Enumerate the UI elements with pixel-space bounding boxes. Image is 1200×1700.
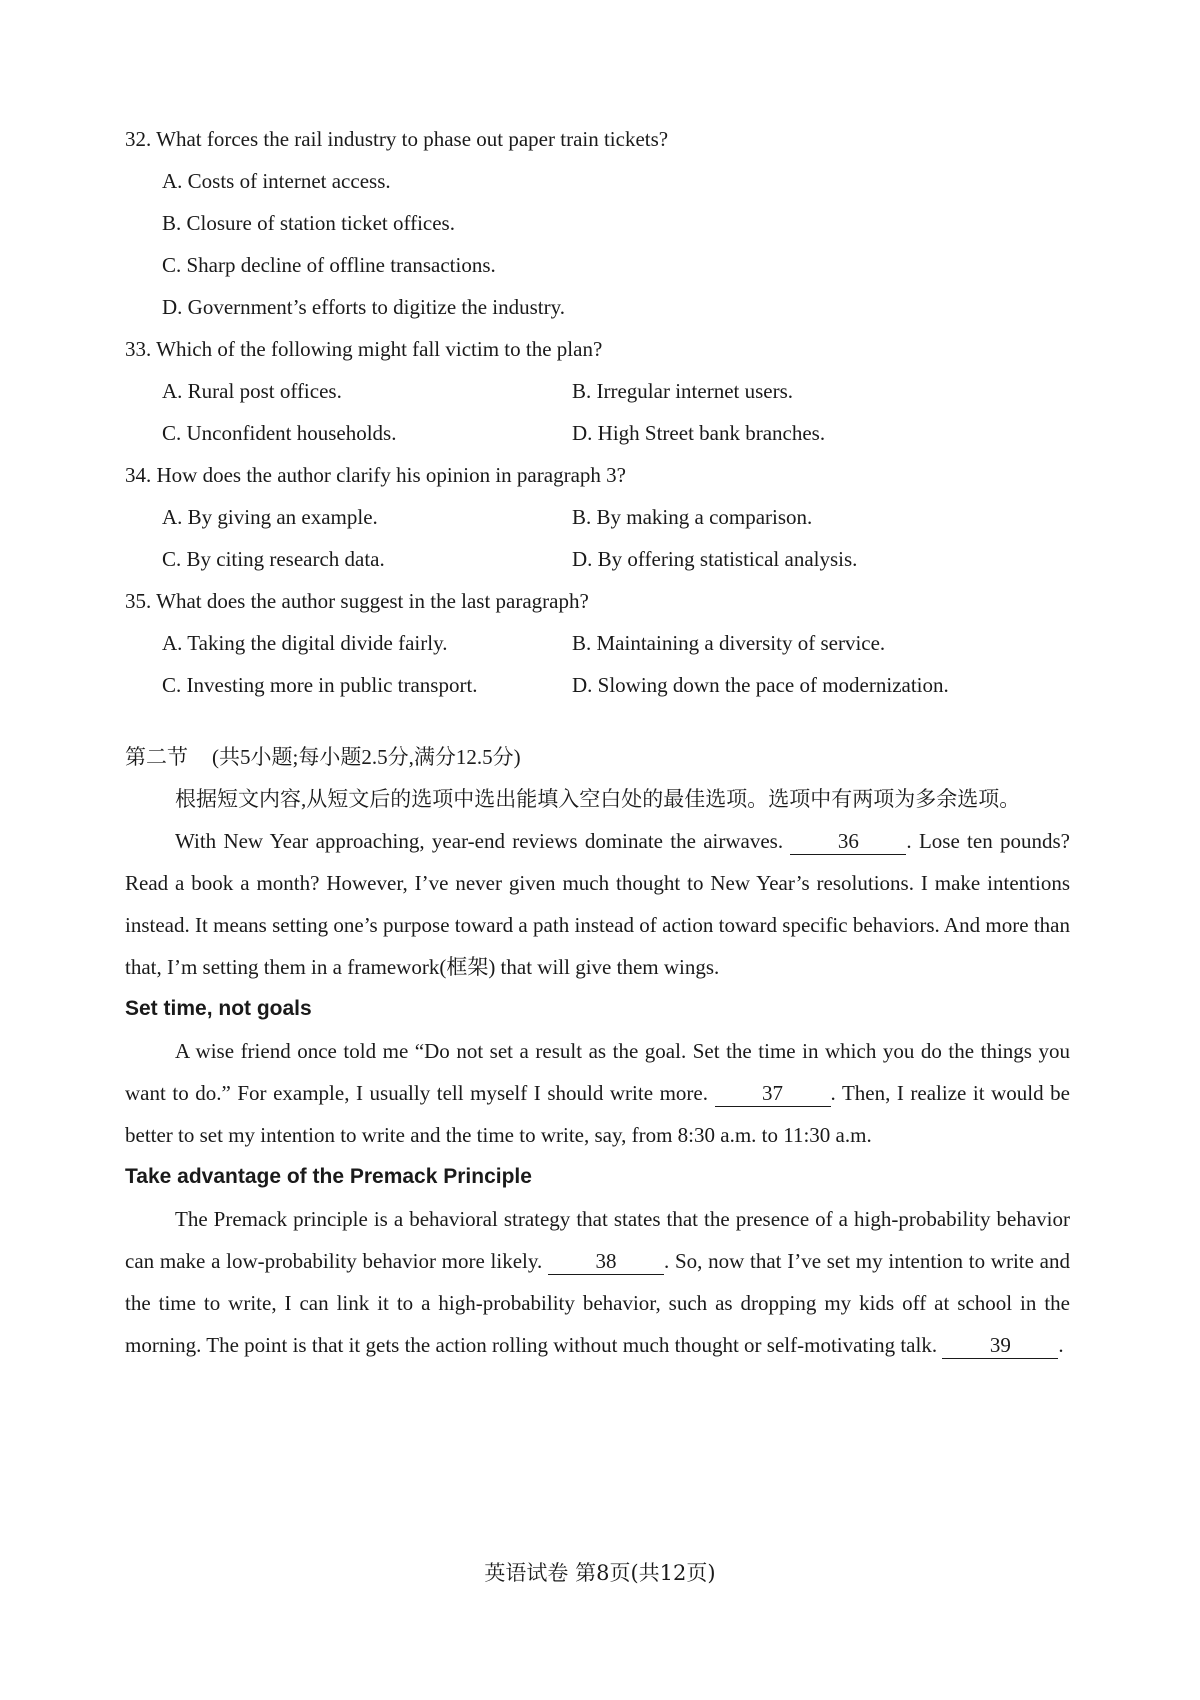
question-stem: 32. What forces the rail industry to phase out paper train tickets? — [125, 127, 669, 151]
options — [162, 370, 1070, 454]
passage-paragraph-1 — [125, 820, 1070, 988]
option-b: B. Maintaining a diversity of service. — [572, 631, 886, 655]
option-a: A. By giving an example. — [162, 505, 378, 529]
option-b: B. Closure of station ticket offices. — [162, 211, 455, 235]
blank-39: 39 — [942, 1332, 1058, 1359]
question-stem: 35. What does the author suggest in the last paragraph? — [125, 589, 589, 613]
question-stem: 33. Which of the following might fall victim to the plan? — [125, 337, 603, 361]
text: The Premack principle is a behavioral strategy that states that the presence of a high-probability behavior can make a low-probability behavior more likely. — [125, 1207, 1070, 1273]
text: . Then, I realize it would be better to set my intention to write and the time to write, say, from 8:30 a.m. to 11:30 a.m. — [125, 1081, 1070, 1147]
option-c: C. Unconfident households. — [162, 421, 397, 445]
option-b: B. Irregular internet users. — [572, 379, 794, 403]
option-d: D. Government’s efforts to digitize the industry. — [162, 295, 566, 319]
passage-heading-2: Take advantage of the Premack Principle — [125, 1165, 532, 1188]
text: A wise friend once told me “Do not set a result as the goal. Set the time in which you do the things you want to do.” For example, I usually tell myself I should write more. — [125, 1039, 1070, 1105]
passage-paragraph-2 — [125, 1030, 1070, 1156]
section-score-note: (共5小题;每小题2.5分,满分12.5分) — [212, 745, 521, 769]
option-b: B. By making a comparison. — [572, 505, 813, 529]
passage-paragraph-3 — [125, 1198, 1070, 1366]
text: . — [1058, 1333, 1064, 1357]
passage-heading-1: Set time, not goals — [125, 997, 312, 1020]
option-d: D. Slowing down the pace of modernization. — [572, 673, 949, 697]
option-d: D. By offering statistical analysis. — [572, 547, 858, 571]
section-instruction: 根据短文内容,从短文后的选项中选出能填入空白处的最佳选项。选项中有两项为多余选项。 — [175, 787, 1021, 811]
question-35 — [125, 580, 1070, 706]
blank-38: 38 — [548, 1248, 664, 1275]
option-a: A. Taking the digital divide fairly. — [162, 631, 448, 655]
text: . Lose ten pounds? Read a book a month? However, I’ve never given much thought to New Year’s resolutions. I make intentions instead. It means setting one’s purpose toward a path instead of action toward specific behaviors. And more than that, I’m setting them in a framework(框架) that will give them wings. — [125, 829, 1070, 979]
options — [162, 496, 1070, 580]
options — [162, 160, 1070, 328]
option-c: C. Sharp decline of offline transactions. — [162, 253, 496, 277]
section-heading — [125, 736, 1070, 778]
text: . So, now that I’ve set my intention to write and the time to write, I can link it to a high-probability behavior, such as dropping my kids off at school in the morning. The point is that it gets the action rolling without much thought or self-motivating talk. — [125, 1249, 1070, 1357]
text: With New Year approaching, year-end reviews dominate the airwaves. — [175, 829, 784, 853]
blank-36: 36 — [790, 828, 906, 855]
question-stem: 34. How does the author clarify his opinion in paragraph 3? — [125, 463, 626, 487]
section-title: 第二节 — [125, 745, 188, 769]
option-c: C. By citing research data. — [162, 547, 385, 571]
option-a: A. Costs of internet access. — [162, 169, 391, 193]
blank-37: 37 — [715, 1080, 831, 1107]
question-34 — [125, 454, 1070, 580]
question-33 — [125, 328, 1070, 454]
option-c: C. Investing more in public transport. — [162, 673, 478, 697]
page-content — [125, 118, 1070, 1366]
option-d: D. High Street bank branches. — [572, 421, 826, 445]
question-32 — [125, 118, 1070, 328]
options — [162, 622, 1070, 706]
page-footer: 英语试卷 第8页(共12页) — [484, 1561, 716, 1585]
option-a: A. Rural post offices. — [162, 379, 342, 403]
